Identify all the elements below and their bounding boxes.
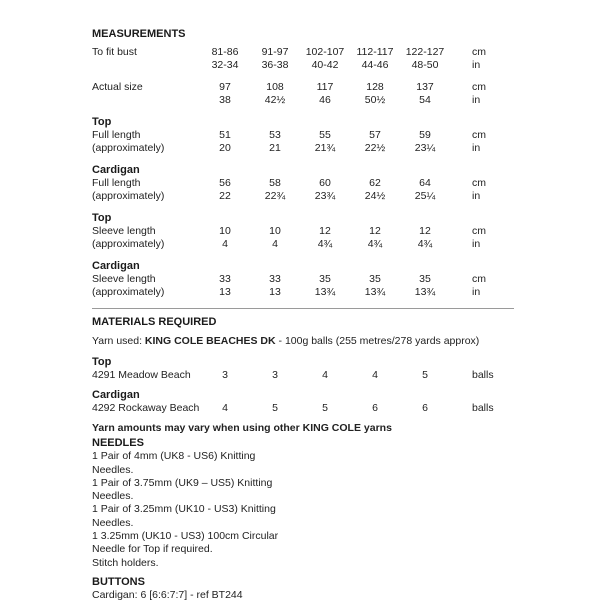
measurement-row [92,59,514,72]
buttons-text-value: Cardigan: 6 [6:6:7:7] - ref BT244 [92,589,243,602]
size-value: 40-42 [311,59,339,71]
size-value: 54 [419,94,431,106]
size-value: 35 [319,273,331,285]
measurement-block [92,81,514,107]
size-value: 128 [366,81,384,93]
size-value: 21¾ [314,142,336,154]
size-value: 122-127 [405,46,445,58]
size-value: 59 [419,129,431,141]
ball-count: 3 [222,369,228,381]
size-value: 81-86 [211,46,239,58]
needle-line: Needle for Top if required. [92,543,213,556]
size-value: 20 [219,142,231,154]
row-label: Sleeve length [92,273,156,285]
measurement-row [92,273,514,286]
ball-count: 4 [222,402,228,414]
measurement-row [92,94,514,107]
needle-line: Needles. [92,516,134,529]
yarn-note-text: Yarn amounts may vary when using other KING COLE yarns [92,422,392,434]
needles-title: NEEDLES [92,437,144,449]
measurements-table [92,46,514,299]
measurement-row [92,177,514,190]
ball-count: 6 [422,402,428,414]
size-value: 33 [219,273,231,285]
measurement-block [92,260,514,299]
ball-count: 3 [272,369,278,381]
yarn-prefix: Yarn used: [92,335,145,347]
measurement-block [92,212,514,251]
size-value: 57 [369,129,381,141]
size-value: 55 [319,129,331,141]
needle-line: 1 Pair of 4mm (UK8 - US6) Knitting [92,450,256,463]
needle-line: 1 Pair of 3.25mm (UK10 - US3) Knitting [92,503,276,516]
unit-label: in [472,286,481,298]
ball-count: 4 [372,369,378,381]
measurements-title: MEASUREMENTS [92,28,186,40]
material-item [92,356,514,382]
measurement-row [92,225,514,238]
size-value: 32-34 [211,59,239,71]
size-value: 10 [269,225,281,237]
row-label: (approximately) [92,142,165,154]
pattern-page [92,27,514,603]
materials-table [92,356,514,415]
size-value: 102-107 [305,46,345,58]
materials-title: MATERIALS REQUIRED [92,316,217,328]
unit-label: cm [472,273,486,285]
size-value: 50½ [364,94,386,106]
buttons-title: BUTTONS [92,575,145,588]
size-value: 4 [272,238,278,250]
measurement-row [92,81,514,94]
ball-count: 5 [422,369,428,381]
size-value: 36-38 [261,59,289,71]
size-value: 13¾ [364,286,386,298]
unit-label: balls [472,369,494,381]
size-value: 25¼ [414,190,436,202]
size-value: 112-117 [356,46,394,58]
size-value: 35 [369,273,381,285]
size-value: 24½ [364,190,386,202]
measurements-heading [92,27,514,42]
material-row [92,369,514,382]
unit-label: in [472,142,481,154]
row-label: Full length [92,129,141,141]
row-label: (approximately) [92,238,165,250]
yarn-colour-label: 4291 Meadow Beach [92,369,191,381]
yarn-suffix: - 100g balls (255 metres/278 yards approx) [275,335,480,347]
needles-heading [92,437,514,450]
measurement-group-label: Cardigan [92,164,140,176]
material-group-label: Top [92,356,112,368]
size-value: 13¾ [414,286,436,298]
size-value: 21 [269,142,281,154]
measurement-row [92,238,514,251]
material-row [92,402,514,415]
needles-list [92,450,514,570]
size-value: 13 [269,286,281,298]
materials-heading [92,315,514,329]
ball-count: 6 [372,402,378,414]
size-value: 60 [319,177,331,189]
unit-label: cm [472,81,486,93]
row-label: Actual size [92,81,143,93]
size-value: 44-46 [361,59,389,71]
needle-line: Needles. [92,463,134,476]
ball-count: 5 [272,402,278,414]
yarn-used-line [92,335,514,348]
row-label: (approximately) [92,286,165,298]
unit-label: cm [472,177,486,189]
measurement-row [92,286,514,299]
size-value: 62 [369,177,381,189]
unit-label: cm [472,46,486,58]
size-value: 97 [219,81,231,93]
measurement-row [92,46,514,59]
size-value: 64 [419,177,431,189]
size-value: 53 [269,129,281,141]
unit-label: in [472,190,481,202]
row-label: Full length [92,177,141,189]
needle-line: Stitch holders. [92,556,159,569]
row-label: To fit bust [92,46,137,58]
size-value: 38 [219,94,231,106]
size-value: 4¾ [417,238,433,250]
material-group-label: Cardigan [92,389,140,401]
size-value: 56 [219,177,231,189]
unit-label: balls [472,402,494,414]
size-value: 91-97 [261,46,289,58]
size-value: 4¾ [317,238,333,250]
section-divider [92,308,514,309]
measurement-row [92,129,514,142]
size-value: 4¾ [367,238,383,250]
size-value: 42½ [264,94,286,106]
needle-line: 1 Pair of 3.75mm (UK9 – US5) Knitting [92,476,273,489]
row-label: (approximately) [92,190,165,202]
buttons-text [92,589,514,602]
size-value: 4 [222,238,228,250]
needle-line: Needles. [92,490,134,503]
measurement-block [92,116,514,155]
unit-label: in [472,238,481,250]
row-label: Sleeve length [92,225,156,237]
ball-count: 4 [322,369,328,381]
size-value: 51 [219,129,231,141]
size-value: 137 [416,81,434,93]
measurement-row [92,142,514,155]
measurement-group-label: Top [92,116,112,128]
size-value: 23¾ [314,190,336,202]
size-value: 108 [266,81,284,93]
measurement-group-label: Cardigan [92,260,140,272]
unit-label: in [472,59,481,71]
unit-label: cm [472,225,486,237]
size-value: 23¼ [414,142,436,154]
yarn-colour-label: 4292 Rockaway Beach [92,402,200,414]
size-value: 10 [219,225,231,237]
measurement-block [92,164,514,203]
measurement-row [92,190,514,203]
material-item [92,389,514,415]
size-value: 48-50 [411,59,439,71]
size-value: 22 [219,190,231,202]
yarn-name: KING COLE BEACHES DK [144,335,276,347]
size-value: 12 [369,225,381,237]
needle-line: 1 3.25mm (UK10 - US3) 100cm Circular [92,530,279,543]
buttons-heading [92,576,514,589]
ball-count: 5 [322,402,328,414]
size-value: 13 [219,286,231,298]
size-value: 35 [419,273,431,285]
measurement-group-label: Top [92,212,112,224]
measurement-block [92,46,514,72]
size-value: 12 [319,225,331,237]
size-value: 46 [319,94,331,106]
yarn-note [92,422,514,435]
size-value: 22¾ [264,190,286,202]
unit-label: in [472,94,481,106]
size-value: 22½ [364,142,386,154]
size-value: 58 [269,177,281,189]
size-value: 12 [419,225,431,237]
unit-label: cm [472,129,486,141]
size-value: 33 [269,273,281,285]
size-value: 117 [316,81,334,93]
size-value: 13¾ [314,286,336,298]
